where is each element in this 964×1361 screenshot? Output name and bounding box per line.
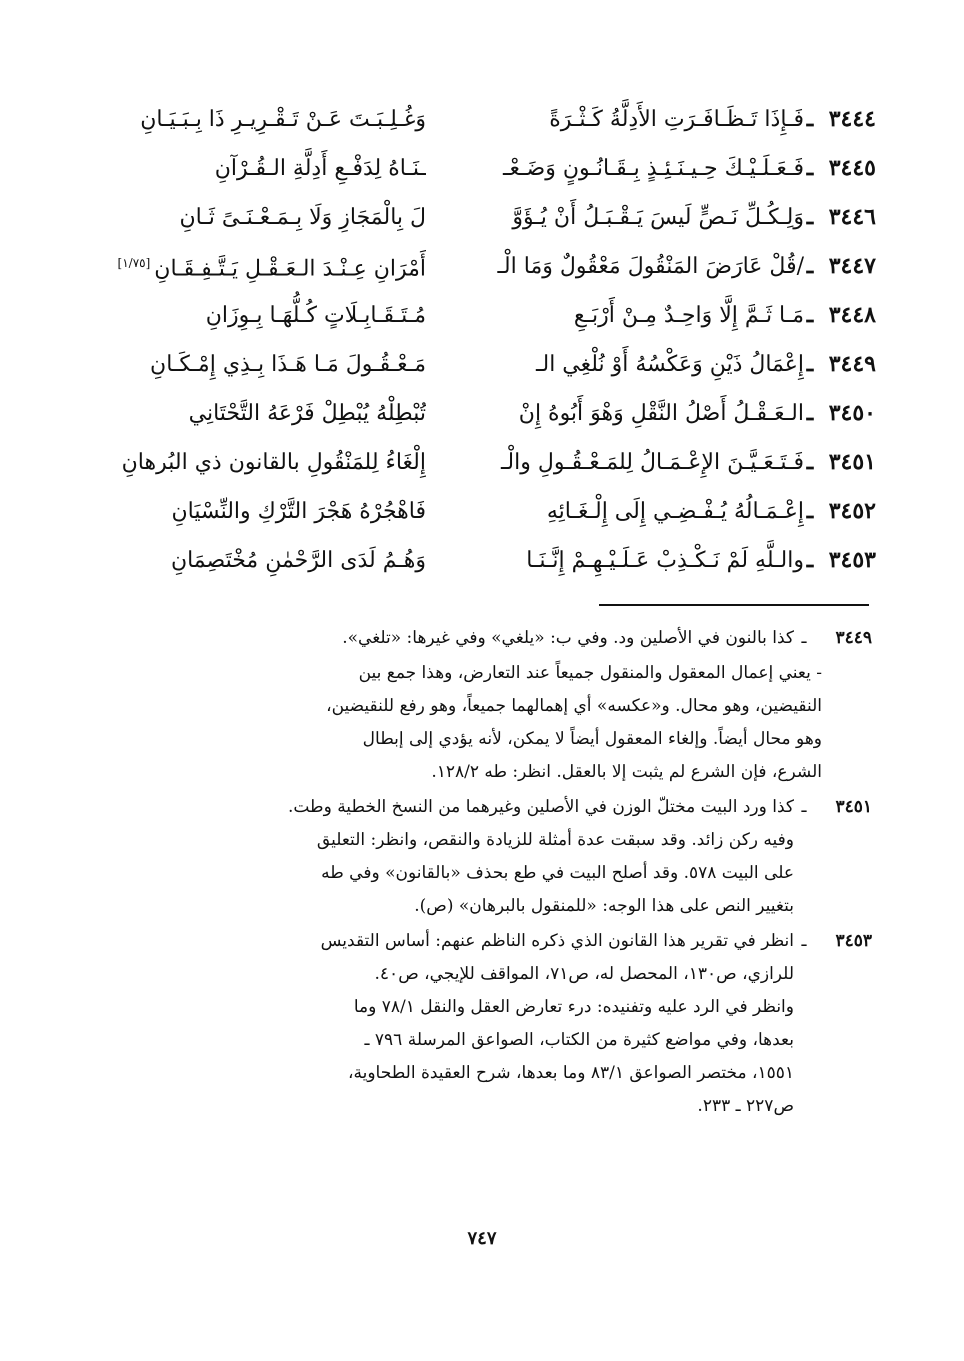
verse-first-hemistich: الـعَـقْـلُ أَصْلُ النَّقْلِ وَهْوَ أَبُوهُ إِنْ xyxy=(518,401,804,426)
footnote-line: النقيضين، وهو محال. و«عكسه» أي إهمالهما جميعاً، وهو رفع للنقيضين، xyxy=(326,696,822,716)
verse-second-hemistich-text: فَاهْجُرْهُ هَجْرَ التَّرْكِ والنِّسْيَانِ xyxy=(171,499,426,524)
verse-number: ٣٤٤٨ xyxy=(828,302,876,328)
verse-row xyxy=(76,291,876,340)
verse-first-hemistich: إِعْـمَـالُهُ يُـفْـضِـي إِلَى إِلْـغَـائِهِ xyxy=(546,499,804,524)
verse-row xyxy=(76,340,876,389)
verse-second-hemistich-text: ـنَـاهُ لِدَفْـعِ أَدِلَّةِ الـقُـرْآنِ xyxy=(214,156,426,181)
footnote-text xyxy=(92,925,794,1123)
verse-second-hemistich xyxy=(76,193,426,242)
verse-second-hemistich xyxy=(76,438,426,487)
verse-second-hemistich-text: وَغُـلِـبَـتَ عَـنْ تَـقْـرِيـرِ ذَا بِـبَـيَـانِ xyxy=(140,107,426,132)
verse-second-hemistich-text: وَهُـمُ لَدَى الرَّحْمٰنِ مُخْتَصِمَانِ xyxy=(170,548,426,573)
verse-second-hemistich xyxy=(76,389,426,438)
verse-second-hemistich-text: إِلْغَاءُ لِلمَنْقُولِ بالقانون ذي البُرهانِ xyxy=(121,450,426,475)
verse-second-hemistich-text: لَ بِالْمَجَازِ وَلَا بِـمَـعْـنَـىً ثَـانِ xyxy=(179,205,426,230)
footnote-line: كذا بالنون في الأصلين ود. وفي ب: «يلغي» وفي غيرها: «تلغي». xyxy=(342,628,794,648)
verse-first-hemistich: مَـا ثَـمَّ إِلَّا وَاحِـدٌ مِـنْ أَرْبَـعِ xyxy=(573,303,804,328)
verse-number: ٣٤٤٧ xyxy=(828,253,876,279)
footnote-line: وفيه ركن زائد. وقد سبقت عدة أمثلة للزيادة والنقص، وانظر: التعليق xyxy=(316,830,794,850)
manuscript-folio-marker: [١/٧٥] xyxy=(117,256,151,271)
poem-block xyxy=(76,95,876,585)
verse-dash: ـ xyxy=(806,498,814,524)
verse-number: ٣٤٤٤ xyxy=(828,106,876,132)
verse-row xyxy=(76,389,876,438)
verse-row xyxy=(76,536,876,585)
verse-second-hemistich-text: مَـعْـقُـولَ مَـا هَـذَا بِـذِي إِمْـكَـانِ xyxy=(150,352,426,377)
page-number: ٧٤٧ xyxy=(467,1228,497,1249)
verse-number: ٣٤٥١ xyxy=(828,449,876,475)
footnote-line: وانظر في الرد عليه وتفنيده: درء تعارض العقل والنقل ٧٨/١ وما xyxy=(353,997,794,1017)
verse-dash: ـ xyxy=(806,204,814,230)
footnote-line: - يعني إعمال المعقول والمنقول جميعاً عند التعارض، وهذا جمع بين xyxy=(358,663,822,683)
verse-dash: ـ xyxy=(806,253,814,279)
footnote-verse-number: ٣٤٥١ xyxy=(835,797,872,817)
footnote xyxy=(92,657,872,789)
verse-number: ٣٤٥٠ xyxy=(828,400,876,426)
verse-second-hemistich xyxy=(76,340,426,389)
verse-second-hemistich-text: أَمْرَانِ عِـنْـدَ الـعَـقْـلِ يَـتَّـفِـقَـانِ xyxy=(154,256,426,282)
footnote-dash: ـ xyxy=(801,931,807,951)
verse-dash: ـ xyxy=(806,547,814,573)
verse-row xyxy=(76,487,876,536)
verse-second-hemistich xyxy=(76,144,426,193)
footnote xyxy=(92,622,872,655)
verse-number: ٣٤٥٢ xyxy=(828,498,876,524)
verse-row xyxy=(76,144,876,193)
footnote-line: بعدها، وفي مواضع كثيرة من الكتاب، الصواعق المرسلة ٧٩٦ ـ xyxy=(364,1030,794,1050)
footnote-line: للرازي، ص١٣٠، المحصل له، ص٧١، المواقف للإيجي، ص٤٠. xyxy=(374,964,794,984)
footnote-dash: ـ xyxy=(801,628,807,648)
footnote-line: ١٥٥١، مختصر الصواعق ٨٣/١ وما بعدها، شرح العقيدة الطحاوية، xyxy=(348,1063,794,1083)
verse-first-hemistich: وَلِـكُـلِّ نَـصٍّ لَيسَ يَـقْـبَـلُ أَنْ يُـؤَوَّ xyxy=(512,205,804,230)
verse-dash: ـ xyxy=(806,155,814,181)
verse-second-hemistich-text: تُبْطِلْهُ يُبْطِلْ فَرْعَهُ التَّحْتَانِي xyxy=(188,401,426,426)
verse-first-hemistich: إِعْمَالُ ذَيْنِ وَعَكْسُهُ أَوْ نُلْغِي الـ xyxy=(536,352,804,377)
verse-second-hemistich-text: مُـتَـقَـابِـلَاتٍ كُـلُّهَـا بِـوِزَانِ xyxy=(205,303,426,328)
verse-second-hemistich xyxy=(76,487,426,536)
verse-number: ٣٤٤٦ xyxy=(828,204,876,230)
verse-second-hemistich xyxy=(76,239,426,293)
verse-first-hemistich: والـلَّهِ لَمْ نَـكْـذِبْ عَـلَـيْـهِـمْ إِنَّـنَـا xyxy=(526,548,804,573)
verse-dash: ـ xyxy=(806,302,814,328)
footnote-line: انظر في تقرير هذا القانون الذي ذكره الناظم عنهم: أساس التقديس xyxy=(320,931,794,951)
verse-first-hemistich: فَـإِذَا تَـظَـافَـرَتِ الأَدِلَّةُ كَـثْـرَةً xyxy=(549,107,804,132)
footnote xyxy=(92,791,872,923)
verse-dash: ـ xyxy=(806,106,814,132)
verse-dash: ـ xyxy=(806,400,814,426)
verse-second-hemistich xyxy=(76,536,426,585)
verse-second-hemistich xyxy=(76,95,426,144)
footnote-verse-number: ٣٤٥٣ xyxy=(835,931,872,951)
verse-number: ٣٤٥٣ xyxy=(828,547,876,573)
verse-number: ٣٤٤٩ xyxy=(828,351,876,377)
footnote-verse-number: ٣٤٤٩ xyxy=(835,628,872,648)
verse-row xyxy=(76,242,876,291)
footnote-line: الشرع، فإن الشرع لم يثبت إلا بالعقل. انظر: طه ١٢٨/٢. xyxy=(431,762,822,782)
footnote xyxy=(92,925,872,1123)
verse-number: ٣٤٤٥ xyxy=(828,155,876,181)
footnote-line: ص٢٢٧ ـ ٢٣٣. xyxy=(697,1096,794,1116)
verse-row xyxy=(76,95,876,144)
verse-row xyxy=(76,193,876,242)
footnote-line: بتغيير النص على هذا الوجه: «للمنقول بالبرهان» (ص). xyxy=(414,896,794,916)
footnote-line: كذا ورد البيت مختلّ الوزن في الأصلين وغيرهما من النسخ الخطية وطت. xyxy=(287,797,794,817)
footnote-line: وهو محال أيضاً. وإلغاء المعقول أيضاً لا يمكن، لأنه يؤدي إلى إبطال xyxy=(362,729,822,749)
verse-second-hemistich xyxy=(76,291,426,340)
footnote-dash: ـ xyxy=(801,797,807,817)
footnote-text xyxy=(92,622,794,655)
footnote-separator xyxy=(599,604,869,606)
footnote-text xyxy=(92,791,794,923)
verse-first-hemistich: فَـعَـلَـيْـكَ حِـيـنَـئِـذٍ بِـقَـانُـونٍ وَضَـعْـ xyxy=(503,156,804,181)
footnote-line: على البيت ٥٧٨. وقد أصلح البيت في طع بحذف «بالقانون» وفي طه xyxy=(321,863,794,883)
verse-first-hemistich: فَـتَـعَـيَّـنَ الإِعْـمَـالُ لِلمَـعْـقُـولِ والْـ xyxy=(500,450,804,475)
verse-dash: ـ xyxy=(806,449,814,475)
verse-first-hemistich: /قُلْ عَارَضَ المَنْقُولَ مَعْقُولٌ وَمَا الْـ xyxy=(497,254,804,279)
footnote-text xyxy=(92,657,872,789)
verse-dash: ـ xyxy=(806,351,814,377)
footnotes-block xyxy=(92,622,872,1125)
verse-row xyxy=(76,438,876,487)
